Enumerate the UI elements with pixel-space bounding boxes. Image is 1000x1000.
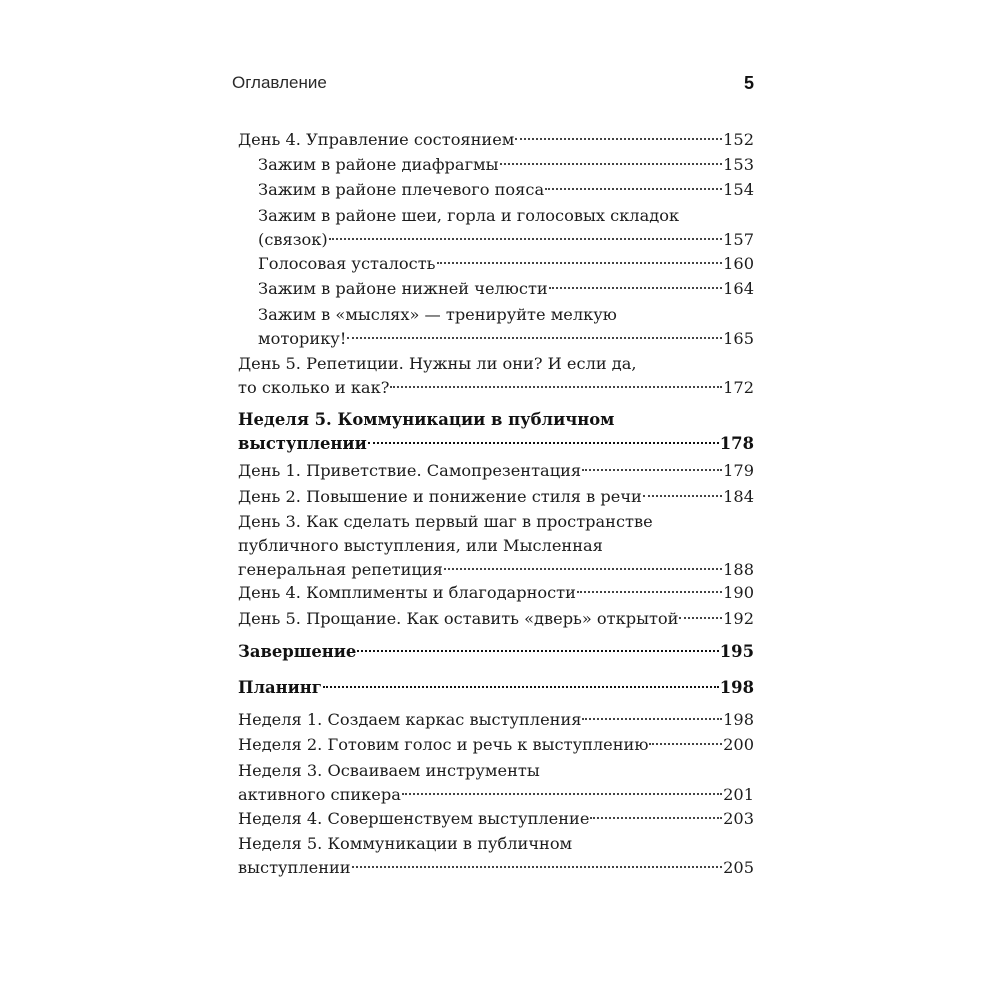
- toc-entry-title-line: Неделя 3. Осваиваем инструменты: [238, 761, 540, 780]
- dot-leader: [357, 650, 718, 652]
- toc-entry[interactable]: [238, 510, 754, 582]
- toc-entry-title-line: активного спикера: [238, 785, 401, 804]
- toc-entry-title-line: День 5. Репетиции. Нужны ли они? И если да,: [238, 354, 637, 373]
- toc-entry-title-line: День 1. Приветствие. Самопрезентация: [238, 461, 582, 480]
- dot-leader: [679, 617, 722, 619]
- toc-entry-page-number: 198: [719, 678, 754, 697]
- header-title: Оглавление: [232, 73, 327, 92]
- toc-entry-page-number: 188: [723, 560, 754, 579]
- toc-entry[interactable]: [238, 759, 754, 807]
- dot-leader: [545, 188, 722, 190]
- toc-entry-title-line: публичного выступления, или Мысленная: [238, 536, 603, 555]
- toc-entry-title-line: Зажим в районе нижней челюсти: [258, 279, 548, 298]
- dot-leader: [577, 591, 722, 593]
- toc-entry[interactable]: [258, 153, 754, 177]
- toc-entry-title-line: Неделя 2. Готовим голос и речь к выступлению: [238, 735, 649, 754]
- toc-entry-last-line: [238, 640, 754, 664]
- toc-entry-last-line: [238, 581, 754, 605]
- toc-entry[interactable]: [238, 352, 754, 400]
- dot-leader: [444, 568, 722, 570]
- toc-entry[interactable]: [258, 277, 754, 301]
- dot-leader: [347, 337, 722, 339]
- toc-entry-title-line: (связок): [258, 230, 328, 249]
- toc-entry-last-line: [258, 228, 754, 252]
- toc-entry-page-number: 160: [723, 254, 754, 273]
- dot-leader: [500, 163, 723, 165]
- toc-entry[interactable]: [238, 708, 754, 732]
- toc-entry-page-number: 164: [723, 279, 754, 298]
- toc-entry-last-line: [238, 783, 754, 807]
- toc-section-entry[interactable]: [238, 408, 754, 456]
- toc-entry[interactable]: [238, 485, 754, 509]
- toc-entry-page-number: 198: [723, 710, 754, 729]
- toc-entry-title-line: выступлении: [238, 858, 351, 877]
- toc-entry[interactable]: [258, 178, 754, 202]
- toc-entry-last-line: [258, 327, 754, 351]
- toc-entry-title-line: День 2. Повышение и понижение стиля в речи: [238, 487, 642, 506]
- toc-entry-page-number: 172: [723, 378, 754, 397]
- dot-leader: [437, 262, 723, 264]
- toc-entry-last-line: [238, 676, 754, 700]
- dot-leader: [515, 138, 722, 140]
- toc-entry-last-line: [258, 252, 754, 276]
- toc-entry-page-number: 192: [723, 609, 754, 628]
- toc-entry-page-number: 200: [723, 735, 754, 754]
- toc-entry-page-number: 178: [719, 434, 754, 453]
- toc-entry-last-line: [258, 153, 754, 177]
- toc-entry[interactable]: [258, 204, 754, 252]
- dot-leader: [549, 287, 722, 289]
- toc-entry-page-number: 179: [723, 461, 754, 480]
- toc-section-entry[interactable]: [238, 640, 754, 664]
- toc-entry[interactable]: [238, 733, 754, 757]
- toc-entry-last-line: [238, 459, 754, 483]
- toc-entry-title-line: Зажим в районе плечевого пояса: [258, 180, 545, 199]
- toc-entry-title-line: Неделя 5. Коммуникации в публичном: [238, 834, 573, 853]
- toc-entry-last-line: [238, 432, 754, 456]
- running-header: [232, 68, 754, 98]
- dot-leader: [402, 793, 722, 795]
- toc-section-entry[interactable]: [238, 676, 754, 700]
- toc-entry-last-line: [238, 856, 754, 880]
- toc-entry-title-line: Неделя 5. Коммуникации в публичном: [238, 410, 615, 429]
- toc-entry-page-number: 190: [723, 583, 754, 602]
- toc-entry-last-line: [238, 733, 754, 757]
- toc-entry-last-line: [238, 607, 754, 631]
- dot-leader: [368, 442, 719, 444]
- toc-entry[interactable]: [238, 459, 754, 483]
- toc-entry[interactable]: [258, 252, 754, 276]
- toc-entry-last-line: [238, 708, 754, 732]
- toc-entry-title-line: Неделя 1. Создаем каркас выступления: [238, 710, 582, 729]
- toc-entry[interactable]: [258, 303, 754, 351]
- toc-entry-title-line: Зажим в «мыслях» — тренируйте мелкую: [258, 305, 617, 324]
- toc-entry[interactable]: [238, 607, 754, 631]
- toc-entry-last-line: [238, 807, 754, 831]
- dot-leader: [390, 386, 722, 388]
- dot-leader: [582, 718, 722, 720]
- toc-entry-title-line: Завершение: [238, 642, 357, 661]
- toc-entry-page-number: 153: [723, 155, 754, 174]
- toc-entry-last-line: [238, 558, 754, 582]
- toc-entry-last-line: [238, 376, 754, 400]
- toc-entry-page-number: 201: [723, 785, 754, 804]
- toc-entry[interactable]: [238, 128, 754, 152]
- toc-entry-title-line: генеральная репетиция: [238, 560, 443, 579]
- toc-entry[interactable]: [238, 832, 754, 880]
- dot-leader: [352, 866, 723, 868]
- toc-entry-page-number: 184: [723, 487, 754, 506]
- toc-entry[interactable]: [238, 807, 754, 831]
- toc-entry-title-line: выступлении: [238, 434, 367, 453]
- toc-entry-title-line: День 3. Как сделать первый шаг в пространстве: [238, 512, 653, 531]
- toc-entry-title-line: День 4. Комплименты и благодарности: [238, 583, 576, 602]
- toc-entry-page-number: 152: [723, 130, 754, 149]
- toc-entry-last-line: [238, 485, 754, 509]
- toc-entry-last-line: [258, 277, 754, 301]
- toc-entry-page-number: 195: [719, 642, 754, 661]
- toc-entry-page-number: 154: [723, 180, 754, 199]
- toc-entry-page-number: 205: [723, 858, 754, 877]
- toc-entry-title-line: День 4. Управление состоянием: [238, 130, 515, 149]
- toc-entry-page-number: 165: [723, 329, 754, 348]
- dot-leader: [649, 743, 722, 745]
- toc-entry-page-number: 157: [723, 230, 754, 249]
- toc-entry[interactable]: [238, 581, 754, 605]
- dot-leader: [323, 686, 719, 688]
- toc-entry-title-line: Зажим в районе шеи, горла и голосовых складок: [258, 206, 680, 225]
- dot-leader: [590, 817, 722, 819]
- dot-leader: [643, 495, 722, 497]
- toc-entry-title-line: Зажим в районе диафрагмы: [258, 155, 499, 174]
- dot-leader: [582, 469, 722, 471]
- toc-entry-title-line: моторику!: [258, 329, 347, 348]
- toc-entry-title-line: Планинг: [238, 678, 322, 697]
- page-number: 5: [743, 72, 754, 93]
- toc-entry-title-line: Неделя 4. Совершенствуем выступление: [238, 809, 590, 828]
- toc-entry-last-line: [238, 128, 754, 152]
- toc-entry-title-line: то сколько и как?: [238, 378, 390, 397]
- toc-entry-page-number: 203: [723, 809, 754, 828]
- toc-entry-last-line: [258, 178, 754, 202]
- dot-leader: [329, 238, 722, 240]
- toc-entry-title-line: Голосовая усталость: [258, 254, 436, 273]
- toc-entry-title-line: День 5. Прощание. Как оставить «дверь» открытой: [238, 609, 679, 628]
